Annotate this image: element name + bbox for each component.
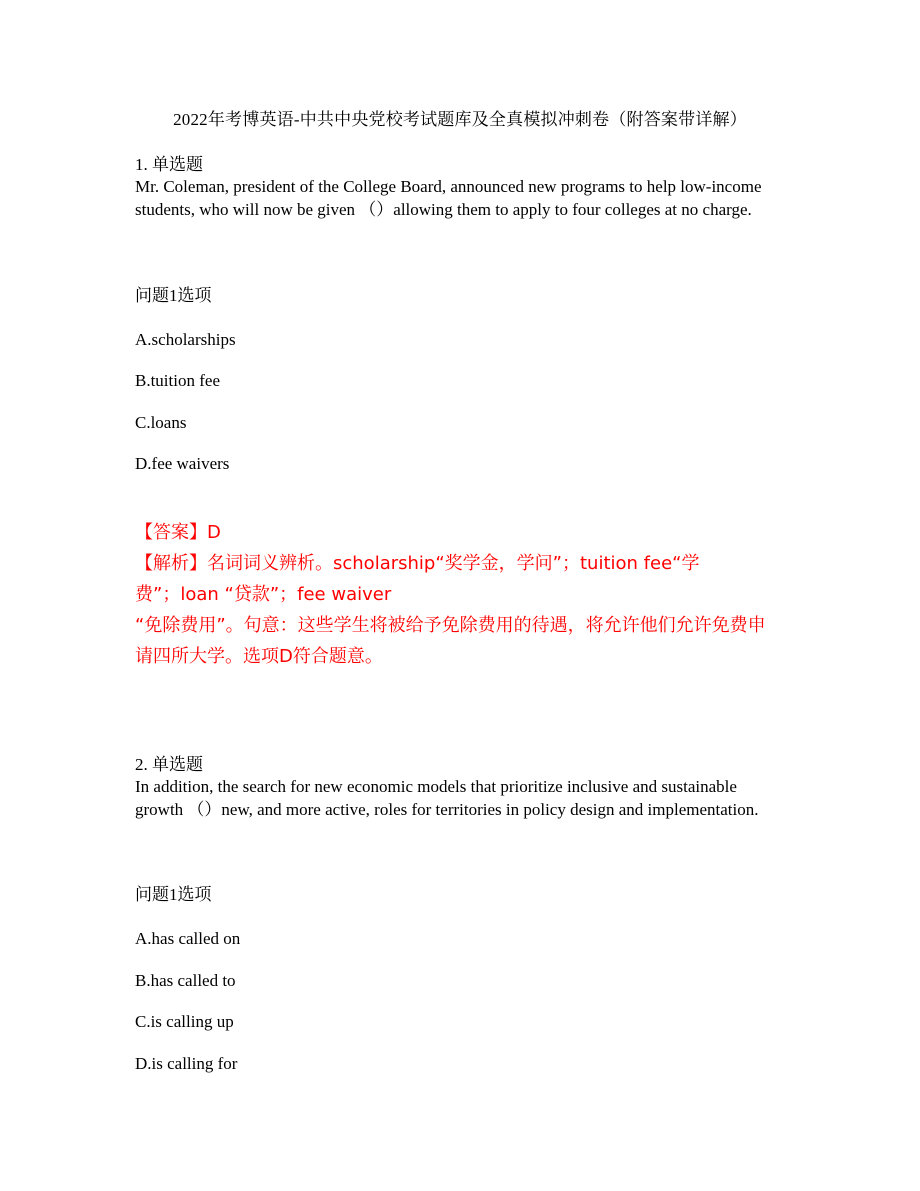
question-2 — [135, 754, 785, 821]
question-2-option-c: C.is calling up — [135, 1012, 234, 1031]
question-1-option-c: C.loans — [135, 413, 187, 432]
question-1-option-b: B.tuition fee — [135, 371, 220, 390]
question-1 — [135, 154, 785, 221]
question-1-option-d: D.fee waivers — [135, 454, 230, 473]
question-1-answer: 【答案】D — [135, 522, 221, 543]
question-1-explanation-line: 费”；loan “贷款”；fee waiver — [135, 584, 392, 605]
question-2-option-d: D.is calling for — [135, 1054, 238, 1073]
question-2-text: In addition, the search for new economic models that prioritize inclusive and sustainable growth （）new, and more active, roles for territories in policy design and implementation. — [135, 777, 759, 819]
question-1-explanation-line: “免除费用”。句意：这些学生将被给予免除费用的待遇，将允许他们允许免费申 — [135, 615, 766, 636]
question-1-text: Mr. Coleman, president of the College Board, announced new programs to help low-income students, who will now be given （）allowing them to apply to four colleges at no charge. — [135, 177, 762, 219]
question-1-answer-block — [135, 517, 795, 672]
question-2-options-label: 问题1选项 — [135, 885, 212, 904]
document-title: 2022年考博英语-中共中央党校考试题库及全真模拟冲刺卷（附答案带详解） — [173, 110, 747, 129]
question-2-option-b: B.has called to — [135, 971, 236, 990]
question-2-header: 2. 单选题 — [135, 755, 203, 774]
question-2-option-a: A.has called on — [135, 929, 241, 948]
question-1-option-a: A.scholarships — [135, 330, 236, 349]
question-1-explanation-line: 【解析】名词词义辨析。scholarship“奖学金，学问”；tuition fee“学 — [135, 553, 700, 574]
question-1-explanation-line: 请四所大学。选项D符合题意。 — [135, 646, 383, 667]
question-1-header: 1. 单选题 — [135, 155, 203, 174]
question-1-options-label: 问题1选项 — [135, 286, 212, 305]
